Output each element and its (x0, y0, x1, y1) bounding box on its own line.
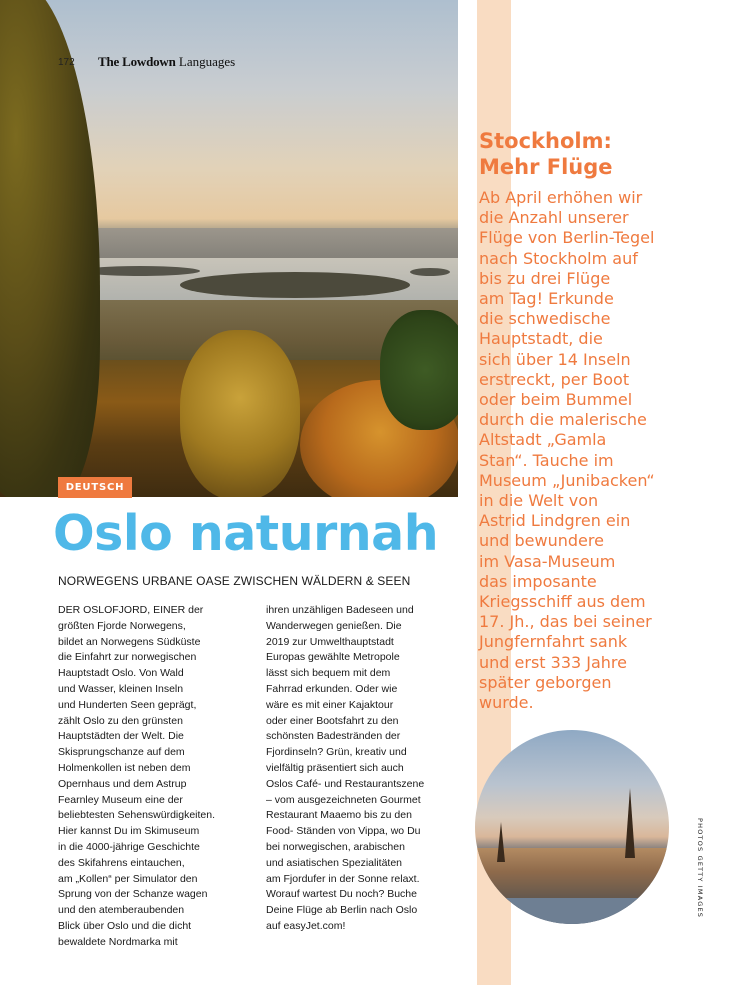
body-line: am „Kollen“ per Simulator den (58, 872, 198, 885)
sidebar-line: Jungfernfahrt sank (479, 632, 628, 652)
body-line: und asiatischen Spezialitäten (266, 856, 403, 869)
body-line: bewaldete Nordmarka mit (58, 935, 178, 948)
sidebar-line: nach Stockholm auf (479, 248, 638, 268)
body-line: und den atemberaubenden (58, 904, 185, 917)
body-line: Hauptstädten der Welt. Die (58, 730, 184, 743)
sidebar-line: und erst 333 Jahre (479, 652, 627, 672)
masthead (98, 54, 235, 70)
sidebar-line: sich über 14 Inseln (479, 349, 631, 369)
island (180, 272, 410, 298)
body-column-2 (266, 603, 466, 935)
sidebar-heading-line: Stockholm: (479, 129, 612, 153)
brand-name: The Lowdown (98, 54, 176, 69)
photo-credit-text: PHOTOS GETTY IMAGES (696, 818, 704, 919)
article-subtitle: NORWEGENS URBANE OASE ZWISCHEN WÄLDERN & SEEN (58, 574, 411, 588)
body-line: am Fjordufer in der Sonne relaxt. (266, 872, 420, 885)
body-line: bildet an Norwegens Südküste (58, 635, 201, 648)
sidebar-line: 17. Jh., das bei seiner (479, 612, 652, 632)
sidebar-line: durch die malerische (479, 410, 647, 430)
sidebar-line: bis zu drei Flüge (479, 268, 611, 288)
stockholm-circle-photo (475, 730, 669, 924)
body-line: zählt Oslo zu den grünsten (58, 714, 183, 727)
sidebar-line: im Vasa-Museum (479, 551, 616, 571)
sidebar-line: Museum „Junibacken“ (479, 470, 655, 490)
sidebar-line: oder beim Bummel (479, 390, 633, 410)
sidebar-heading (479, 128, 613, 180)
body-line: Fjordinseln? Grün, kreativ und (266, 746, 407, 759)
body-line: Skisprungschanze auf dem (58, 746, 185, 759)
body-line: bei norwegischen, arabischen (266, 840, 405, 853)
body-line: Deine Flüge ab Berlin nach Oslo (266, 904, 418, 917)
body-line: Wanderwegen genießen. Die (266, 619, 402, 632)
photo-credit (694, 818, 704, 928)
body-line: wäre es mit einer Kajaktour (266, 698, 394, 711)
harbour-water (475, 898, 669, 924)
sidebar-line: Astrid Lindgren ein (479, 511, 631, 531)
sidebar-line: Altstadt „Gamla (479, 430, 607, 450)
body-line: und Hunderten Seen geprägt, (58, 698, 197, 711)
sidebar-line: und bewundere (479, 531, 604, 551)
sidebar-line: die Anzahl unserer (479, 208, 629, 228)
sidebar-line: Ab April erhöhen wir (479, 188, 643, 207)
body-line: vielfältig präsentiert sich auch (266, 761, 404, 774)
sidebar-line: das imposante (479, 571, 597, 591)
body-line: DER OSLOFJORD, EINER der (58, 604, 204, 616)
body-line: Food- Ständen von Vippa, wo Du (266, 825, 421, 838)
sidebar-heading-line: Mehr Flüge (479, 155, 613, 179)
island (410, 268, 450, 276)
sidebar-line: wurde. (479, 693, 534, 713)
sidebar-line: erstreckt, per Boot (479, 369, 630, 389)
body-line: lässt sich bequem mit dem (266, 667, 391, 680)
body-line: beliebtesten Sehenswürdigkeiten. (58, 809, 216, 822)
body-line: Sprung von der Schanze wagen (58, 888, 208, 901)
body-line: oder einer Bootsfahrt zu den (266, 714, 399, 727)
sidebar-line: die schwedische (479, 309, 611, 329)
sidebar-line: später geborgen (479, 672, 612, 692)
body-line: Restaurant Maaemo bis zu den (266, 809, 412, 822)
body-line: Opernhaus und dem Astrup (58, 777, 187, 790)
body-line: Oslos Café- und Restaurantszene (266, 777, 425, 790)
brand-section: Languages (175, 54, 236, 69)
body-line: die Einfahrt zur norwegischen (58, 651, 197, 664)
body-line: größten Fjorde Norwegens, (58, 619, 186, 632)
body-line: Europas gewählte Metropole (266, 651, 400, 664)
body-line: Worauf wartest Du noch? Buche (266, 888, 417, 901)
body-line: ihren unzähligen Badeseen und (266, 604, 414, 616)
body-line: des Skifahrens eintauchen, (58, 856, 185, 869)
pine-tree (380, 310, 458, 430)
sidebar-line: Flüge von Berlin-Tegel (479, 228, 655, 248)
hero-photo (0, 0, 458, 497)
body-line: 2019 zur Umwelthauptstadt (266, 635, 394, 648)
sidebar-line: in die Welt von (479, 491, 599, 511)
body-line: Hier kannst Du im Skimuseum (58, 825, 200, 838)
body-line: in die 4000-jährige Geschichte (58, 840, 200, 853)
body-line: – vom ausgezeichneten Gourmet (266, 793, 421, 806)
sidebar-line: Kriegsschiff aus dem (479, 592, 646, 612)
body-line: Blick über Oslo und die dicht (58, 919, 192, 932)
body-line: Holmenkollen ist neben dem (58, 761, 191, 774)
body-line: auf easyJet.com! (266, 919, 346, 932)
body-line: Fahrrad erkunden. Oder wie (266, 682, 398, 695)
sidebar-line: Stan“. Tauche im (479, 450, 614, 470)
body-line: Hauptstadt Oslo. Von Wald (58, 667, 184, 680)
sidebar-body (479, 188, 655, 713)
body-line: Fearnley Museum eine der (58, 793, 183, 806)
church-spire (497, 822, 505, 862)
autumn-tree (180, 330, 300, 497)
sidebar-line: am Tag! Erkunde (479, 289, 614, 309)
body-line: und Wasser, kleinen Inseln (58, 682, 184, 695)
article-title: Oslo naturnah (53, 505, 439, 562)
church-spire (625, 788, 635, 858)
body-line: schönsten Badestränden der (266, 730, 401, 743)
language-tag: DEUTSCH (58, 477, 132, 498)
sidebar-line: Hauptstadt, die (479, 329, 603, 349)
page-number: 172 (58, 57, 75, 68)
foreground-tree (0, 0, 100, 497)
body-column-1 (58, 603, 258, 951)
